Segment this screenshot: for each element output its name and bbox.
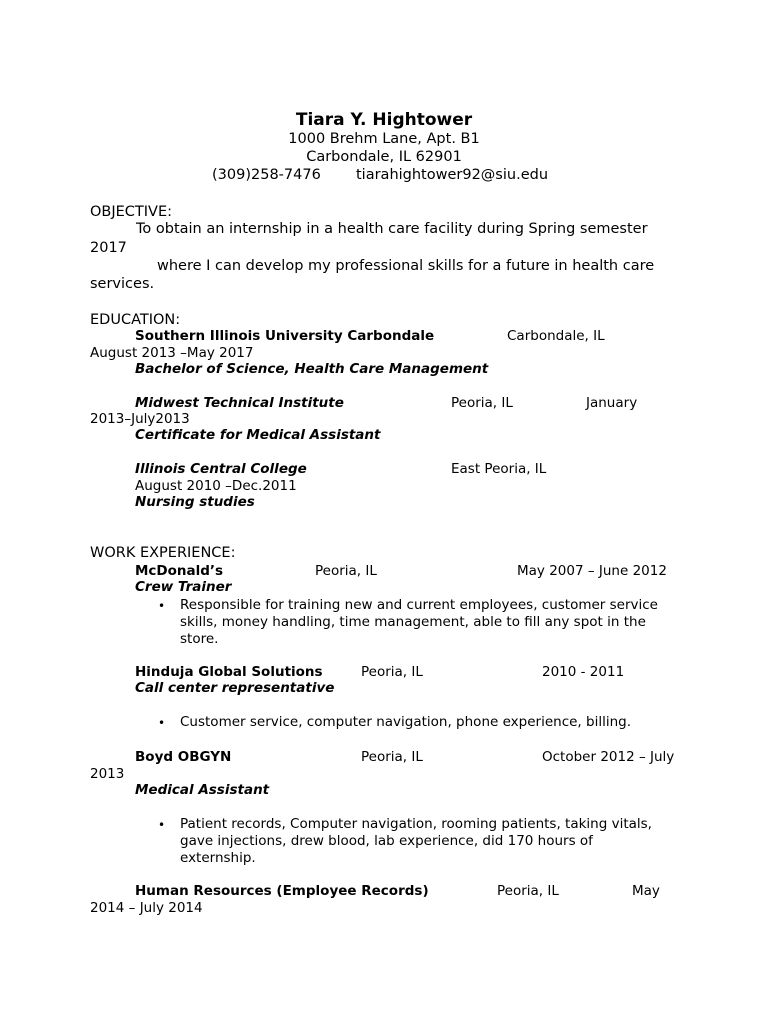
job-duty-line: Customer service, computer navigation, phone experience, billing. [180,714,631,730]
education-location: Carbondale, IL [507,328,605,344]
email-address: tiarahightower92@siu.edu [356,167,549,183]
objective-line-4: services. [90,276,155,292]
education-school: Southern Illinois University Carbondale [135,328,435,344]
job-location: Peoria, IL [497,883,559,899]
job-dates-end: 2014 – July 2014 [90,900,203,916]
job-dates: May 2007 – June 2012 [517,563,667,579]
job-title: Call center representative [135,680,335,696]
job-dates: 2010 - 2011 [542,664,625,680]
job-title: Crew Trainer [135,579,232,595]
bullet-point: • [158,818,166,832]
education-dates: August 2010 –Dec.2011 [135,478,297,494]
work-experience-heading: WORK EXPERIENCE: [90,545,236,561]
objective-heading: OBJECTIVE: [90,204,173,220]
address-line-1: 1000 Brehm Lane, Apt. B1 [288,131,480,147]
job-employer: McDonald’s [135,563,224,579]
job-location: Peoria, IL [315,563,377,579]
job-employer: Human Resources (Employee Records) [135,883,429,899]
education-dates: August 2013 –May 2017 [90,345,254,361]
objective-line-2: 2017 [90,240,127,256]
education-dates-end: 2013–July2013 [90,411,190,427]
job-location: Peoria, IL [361,749,423,765]
phone-number: (309)258-7476 [212,167,321,183]
education-dates-start: January [586,395,638,411]
education-school: Illinois Central College [135,461,307,477]
job-duty-line: Patient records, Computer navigation, rooming patients, taking vitals, [180,816,652,832]
objective-line-1: To obtain an internship in a health care facility during Spring semester [136,221,648,237]
education-heading: EDUCATION: [90,312,181,328]
job-dates-start: October 2012 – July [542,749,675,765]
job-employer: Boyd OBGYN [135,749,232,765]
job-duty-line: store. [180,631,219,647]
objective-line-3: where I can develop my professional skills for a future in health care [157,258,655,274]
education-degree: Bachelor of Science, Health Care Management [135,361,489,377]
job-title: Medical Assistant [135,782,270,798]
education-degree: Nursing studies [135,494,255,510]
education-degree: Certificate for Medical Assistant [135,427,381,443]
education-location: East Peoria, IL [451,461,547,477]
job-employer: Hinduja Global Solutions [135,664,323,680]
bullet-point: • [158,716,166,730]
job-duty-line: Responsible for training new and current employees, customer service [180,597,658,613]
job-location: Peoria, IL [361,664,423,680]
job-dates-end: 2013 [90,766,125,782]
job-dates-start: May [632,883,660,899]
education-location: Peoria, IL [451,395,513,411]
resume-name: Tiara Y. Hightower [295,110,473,130]
job-duty-line: gave injections, drew blood, lab experience, did 170 hours of [180,833,593,849]
bullet-point: • [158,599,166,613]
job-duty-line: skills, money handling, time management, able to fill any spot in the [180,614,646,630]
address-line-2: Carbondale, IL 62901 [306,149,462,165]
job-duty-line: externship. [180,850,256,866]
education-school: Midwest Technical Institute [135,395,344,411]
